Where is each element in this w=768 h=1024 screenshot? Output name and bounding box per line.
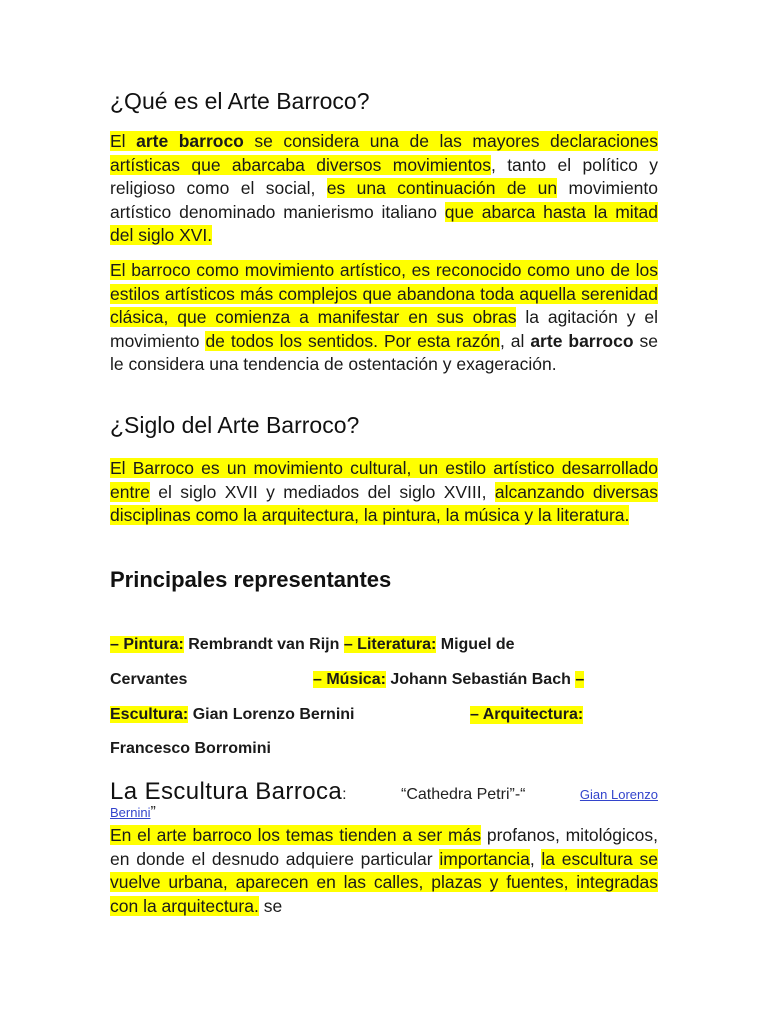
representantes-line-4: [110, 740, 658, 758]
escultura-dash: –: [575, 671, 585, 688]
bernini-link[interactable]: Gian Lorenzo: [579, 787, 658, 802]
escultura-colon: :: [342, 786, 347, 803]
text-span: , al: [499, 330, 531, 351]
pintura-name: Rembrandt van Rijn: [183, 636, 344, 653]
paragraph-intro: [110, 130, 658, 248]
text-span: En el arte barroco los temas tienden a ser más: [110, 825, 482, 845]
escultura-title: La Escultura Barroca: [110, 778, 343, 805]
literatura-name: Miguel de: [436, 636, 515, 653]
literatura-label: – Literatura:: [343, 636, 437, 653]
text-span: importancia: [439, 848, 530, 869]
musica-group: [313, 671, 584, 689]
arquitectura-name: Francesco Borromini: [110, 740, 271, 757]
text-span: profanos, mitológicos, en donde el desnudo adquiere particular: [110, 825, 658, 869]
heading-representantes: Principales representantes: [110, 567, 392, 592]
text-span: se: [258, 895, 283, 916]
text-span: es una continuación de un: [326, 178, 558, 199]
text-span: la agitación y el movimiento: [110, 307, 658, 351]
text-span: alcanzando diversas disciplinas como la arquitectura, la pintura, la música y la literatura.: [110, 481, 658, 526]
bold-span: arte barroco: [530, 330, 634, 351]
text-span: ,: [529, 848, 542, 869]
paragraph-movimiento: [110, 259, 658, 377]
escultura-close-quote: ”: [150, 804, 156, 821]
bold-span: arte barroco: [136, 131, 244, 151]
representantes-line-1: [110, 636, 658, 654]
arquitectura-label: – Arquitectura:: [470, 706, 584, 723]
escultura-label: Escultura:: [110, 706, 189, 723]
heading-que-es: ¿Qué es el Arte Barroco?: [110, 88, 370, 114]
text-span: movimiento artístico denominado manierismo italiano: [110, 178, 659, 222]
escultura-heading-line-2: [110, 804, 658, 822]
heading-siglo: ¿Siglo del Arte Barroco?: [110, 412, 360, 438]
bernini-link-cont[interactable]: Bernini: [110, 805, 151, 820]
text-span: se le considera una tendencia de ostentación y exageración.: [110, 330, 658, 375]
escultura-title-group: [110, 778, 347, 806]
musica-name: Johann Sebastián Bach: [385, 671, 576, 688]
text-span: El: [110, 131, 137, 151]
text-span: , tanto el político y religioso como el social,: [110, 154, 658, 199]
literatura-name-cont: Cervantes: [110, 671, 188, 688]
text-span: que abarca hasta la mitad del siglo XVI.: [110, 201, 658, 246]
text-span: el siglo XVII y mediados del siglo XVIII,: [149, 481, 495, 502]
text-span: de todos los sentidos. Por esta razón: [205, 330, 500, 351]
text-span: El Barroco es un movimiento cultural, un estilo artístico desarrollado entre: [110, 458, 658, 502]
representantes-line-3: [110, 706, 658, 724]
escultura-name: Gian Lorenzo Bernini: [188, 706, 355, 723]
representantes-line-2: [110, 671, 658, 689]
text-span: El barroco como movimiento artístico, es reconocido como uno de los estilos artísticos más complejos que abandona toda aquella serenidad clásica, que comienza a manifestar en sus obras: [110, 260, 658, 328]
paragraph-siglo: [110, 457, 658, 528]
escultura-quote: “Cathedra Petri”-“: [401, 786, 526, 803]
escultura-heading: [110, 778, 658, 822]
paragraph-escultura: [110, 824, 658, 918]
escultura-heading-line: [110, 778, 658, 806]
pintura-label: – Pintura:: [110, 636, 184, 653]
text-span: se considera una de las mayores declaraciones artísticas que abarcaba diversos movimientos: [110, 131, 658, 175]
text-span: la escultura se vuelve urbana, aparecen en las calles, plazas y fuentes, integradas con la arquitectura.: [110, 848, 658, 916]
musica-label: – Música:: [313, 671, 386, 688]
